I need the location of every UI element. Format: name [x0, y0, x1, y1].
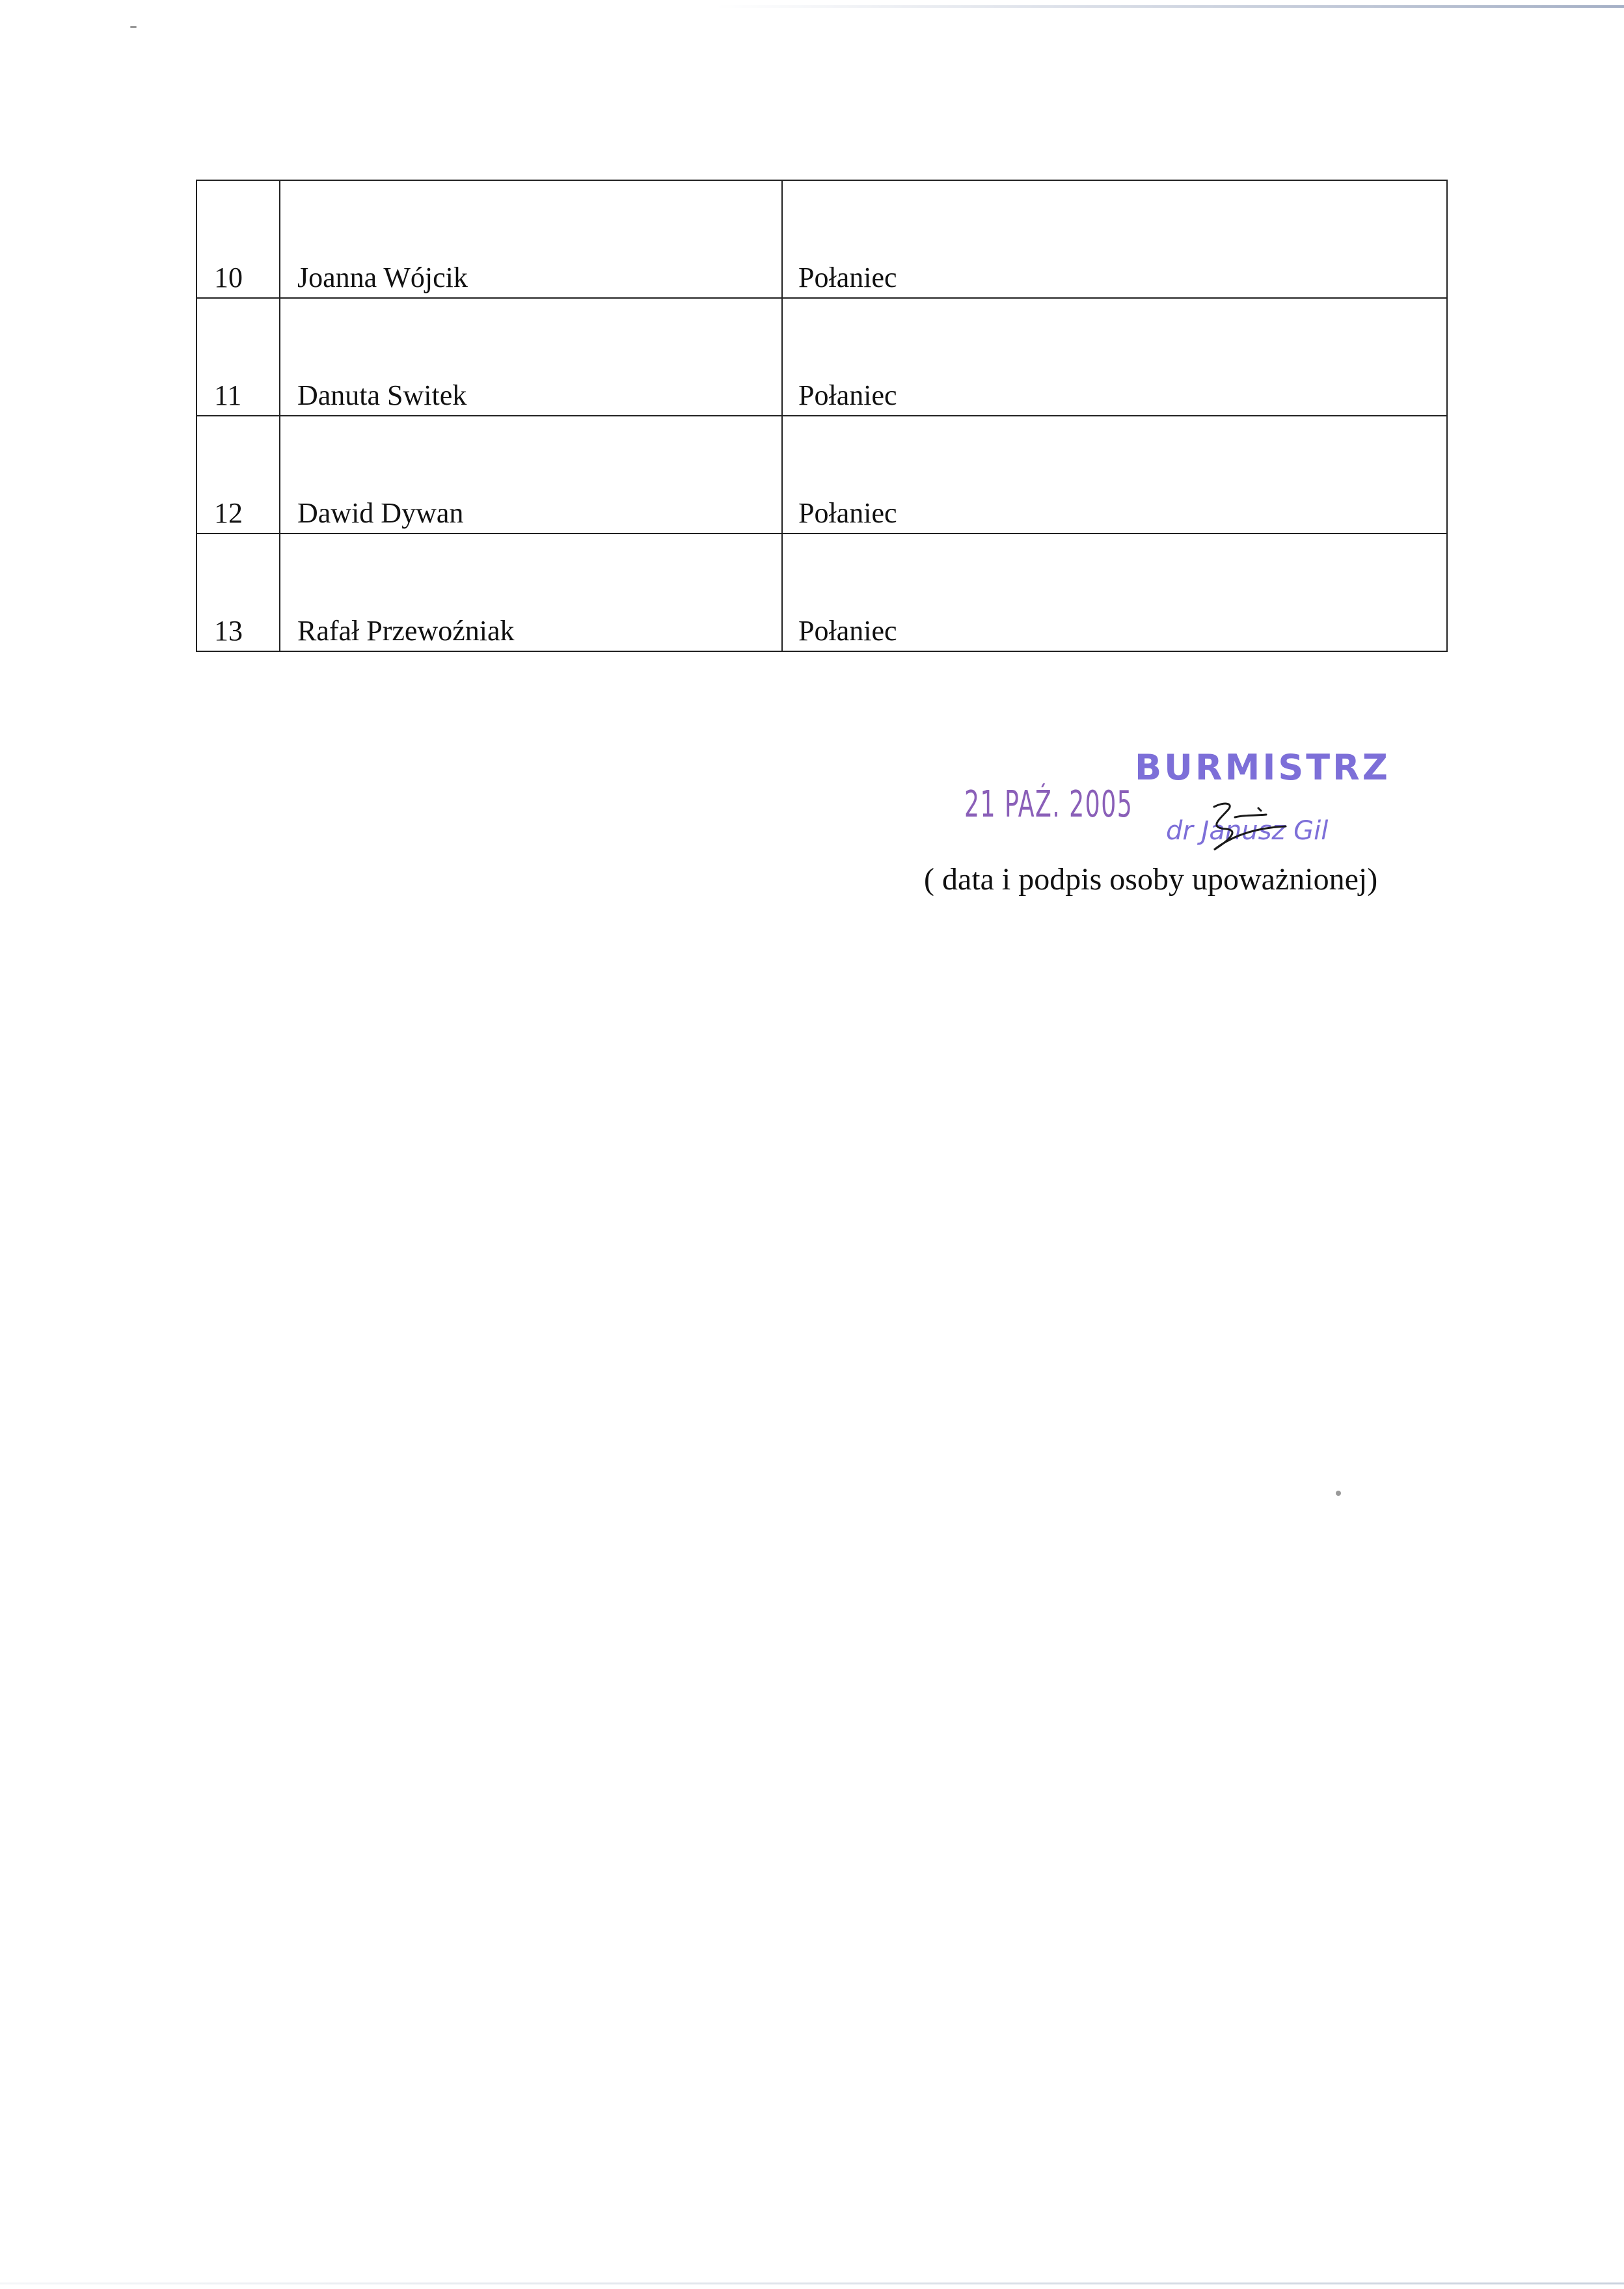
table-row [196, 416, 1447, 534]
scan-edge-bottom [0, 2282, 1624, 2284]
row-number: 10 [196, 180, 280, 298]
table-row [196, 534, 1447, 651]
handwritten-signature [1188, 795, 1292, 854]
scan-edge-top [716, 5, 1624, 8]
scan-speck [130, 26, 137, 28]
person-place: Połaniec [782, 416, 1447, 534]
persons-table [196, 180, 1448, 652]
scan-speck [1336, 1491, 1341, 1496]
person-place: Połaniec [782, 534, 1447, 651]
row-number: 13 [196, 534, 280, 651]
person-name: Joanna Wójcik [280, 180, 782, 298]
official-stamp-name: dr Janusz Gil [1166, 816, 1329, 846]
table-row [196, 298, 1447, 416]
row-number: 12 [196, 416, 280, 534]
person-place: Połaniec [782, 180, 1447, 298]
row-number: 11 [196, 298, 280, 416]
person-name: Danuta Switek [280, 298, 782, 416]
person-place: Połaniec [782, 298, 1447, 416]
date-stamp: 21 PAŹ. 2005 [964, 783, 1133, 826]
official-stamp-title: BURMISTRZ [1135, 747, 1390, 788]
person-name: Dawid Dywan [280, 416, 782, 534]
signature-caption: ( data i podpis osoby upoważnionej) [924, 862, 1378, 897]
table-row [196, 180, 1447, 298]
person-name: Rafał Przewoźniak [280, 534, 782, 651]
